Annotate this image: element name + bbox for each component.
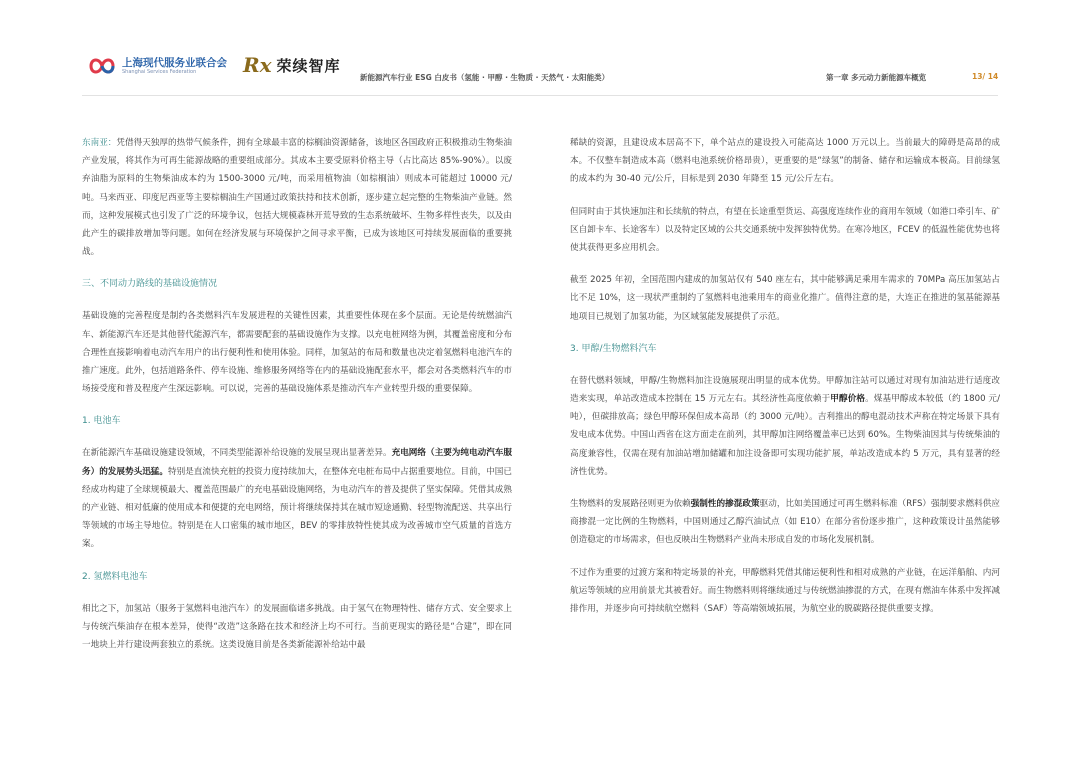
brand-logo [243,53,341,77]
book-title: 新能源汽车行业 ESG 白皮书（氢能 · 甲醇 · 生物质 · 天然气 · 太阳能类） [360,73,610,82]
hydrogen-station-paragraph: 截至 2025 年初，全国范围内建成的加氢站仅有 540 座左右，其中能够满足乘用车需求的 70MPa 高压加氢站占比不足 10%，这一现状严重制约了氢燃料电池乘用车的商业化推广。值得注意的是，大连正在推进的氢基能源基地项目已规划了加氢功能，为区域氢能发展提供了示范。 [570,275,1000,322]
biofuel-policy-paragraph: 生物燃料的发展路径则更为依赖强制性的掺混政策驱动，比如美国通过可再生燃料标准（RFS）强制要求燃料供应商掺混一定比例的生物燃料，中国则通过乙醇汽油试点（如 E10）在部分省份逐步推广，这种政策设计虽然能够创造稳定的市场需求，但也反映出生物燃料产业尚未形成自发的市场化发展机制。 [570,499,1000,546]
left-column [82,134,512,668]
org-name: 上海现代服务业联合会 [122,56,227,69]
org-name-en: Shanghai Services Federation [122,68,197,75]
methanol-paragraph: 在替代燃料领域，甲醇/生物燃料加注设施展现出明显的成本优势。甲醇加注站可以通过对现有加油站进行适度改造来实现，单站改造成本控制在 15 万元左右。其经济性高度依赖于甲醇价格。煤基甲醇成本较低（约 1800 元/吨），但碳排放高；绿色甲醇环保但成本高昂（约 3000 元/吨）。吉利推出的醇电混动技术声称在特定场景下具有发电成本优势。中国山西省在这方面走在前列，其甲醇加注网络覆盖率已达到 60%。生物柴油因其与传统柴油的高度兼容性，仅需在现有加油站增加储罐和加注设备即可实现功能扩展，单站改造成本约 5 万元，具有显著的经济性优势。 [570,375,1000,477]
bev-paragraph: 在新能源汽车基础设施建设领域，不同类型能源补给设施的发展呈现出显著差异。充电网络（主要为纯电动汽车服务）的发展势头迅猛。特别是直流快充桩的投资力度持续加大，在整体充电桩布局中占据重要地位。目前，中国已经成功构建了全球规模最大、覆盖范围最广的充电基础设施网络，为电动汽车的普及提供了坚实保障。凭借其成熟的产业链、相对低廉的使用成本和便捷的充电网络，预计将继续保持其在城市短途通勤、轻型物流配送、共享出行等领域的市场主导地位。特别是在人口密集的城市地区，BEV 的零排放特性使其成为改善城市空气质量的首选方案。 [82,448,512,550]
page-header [0,0,1080,100]
section-heading: 三、不同动力路线的基础设施情况 [82,279,218,290]
federation-logo-icon [88,55,116,77]
southeast-asia-paragraph: 东南亚：凭借得天独厚的热带气候条件，拥有全球最丰富的棕榈油资源储备，该地区各国政府正积极推动生物柴油产业发展，将其作为可再生能源战略的重要组成部分。其成本主要受原料价格主导（占比高达 85%-90%）。以废弃油脂为原料的生物柴油成本约为 1500-3000 元/吨，而采用植物油（如棕榈油）则成本可能超过 10000 元/吨。马来西亚、印度尼西亚等主要棕榈油生产国通过政策扶持和技术创新，逐步建立起完整的生物柴油产业链。然而，这种发展模式也引发了广泛的环境争议，包括大规模森林开荒导致的生态系统破坏、生物多样性丧失，以及由此产生的碳排放增加等问题。如何在经济发展与环境保护之间寻求平衡，已成为该地区可持续发展面临的重要挑战。 [82,138,512,258]
header-divider [82,95,998,96]
subsection-heading-bev: 1. 电池车 [82,416,121,427]
region-lead: 东南亚： [82,138,117,148]
bold-phrase: 充电网络（主要为纯电动汽车服务）的发展势头迅猛。 [82,448,512,477]
brand-name: 荣续智库 [276,56,341,75]
subsection-heading-fcev: 2. 氢燃料电池车 [82,571,148,582]
fcev-paragraph: 相比之下，加氢站（服务于氢燃料电池汽车）的发展面临诸多挑战。由于氢气在物理特性、储存方式、安全要求上与传统汽柴油存在根本差异，使得“改造”这条路在技术和经济上均不可行。当前更现实的路径是“合建”，即在同一地块上并行建设两套独立的系统。这类设施目前是各类新能源补给站中最 [82,603,512,651]
right-column [570,134,1000,632]
brand-rx-icon: Rx [243,53,272,77]
fcev-cost-paragraph: 稀缺的资源，且建设成本居高不下，单个站点的建设投入可能高达 1000 万元以上。当前最大的障碍是高昂的成本。不仅整车制造成本高（燃料电池系统价格昂贵），更重要的是“绿氢”的制备、储存和运输成本极高。目前绿氢的成本约为 30-40 元/公斤，目标是到 2030 年降至 15 元/公斤左右。 [570,138,1000,185]
transition-paragraph: 不过作为重要的过渡方案和特定场景的补充，甲醇燃料凭借其储运便利性和相对成熟的产业链，在远洋船舶、内河航运等领域的应用前景尤其被看好。而生物燃料则将继续通过与传统燃油掺混的方式，在现有燃油车体系中发挥减排作用，并逐步向可持续航空燃料（SAF）等高端领域拓展，为航空业的脱碳路径提供重要支撑。 [570,567,1000,615]
infrastructure-paragraph: 基础设施的完善程度是制约各类燃料汽车发展进程的关键性因素，其重要性体现在多个层面。无论是传统燃油汽车、新能源汽车还是其他替代能源汽车，都需要配套的基础设施作为支撑。以充电桩网络为例，其覆盖密度和分布合理性直接影响着电动汽车用户的出行便利性和使用体验。同样，加氢站的布局和数量也决定着氢燃料电池汽车的推广速度。此外，包括道路条件、停车设施、维修服务网络等在内的基础设施配套水平，都会对各类燃料汽车的市场接受度和普及程度产生深远影响。可以说，完善的基础设施体系是推动汽车产业转型升级的重要保障。 [82,311,512,395]
federation-logo [88,55,227,77]
fcev-advantage-paragraph: 但同时由于其快速加注和长续航的特点，有望在长途重型货运、高强度连续作业的商用车领域（如港口牵引车、矿区自卸卡车、长途客车）以及特定区域的公共交通系统中发挥独特优势。在寒冷地区，FCEV 的低温性能优势也将使其获得更多应用机会。 [570,206,1000,254]
page-number: 13/ 14 [972,72,999,81]
bold-phrase: 甲醇价格 [830,394,866,405]
bold-phrase: 强制性的掺混政策 [690,499,760,510]
subsection-heading-methanol: 3. 甲醇/生物燃料汽车 [570,343,657,354]
chapter-title: 第一章 多元动力新能源车概览 [826,73,927,82]
